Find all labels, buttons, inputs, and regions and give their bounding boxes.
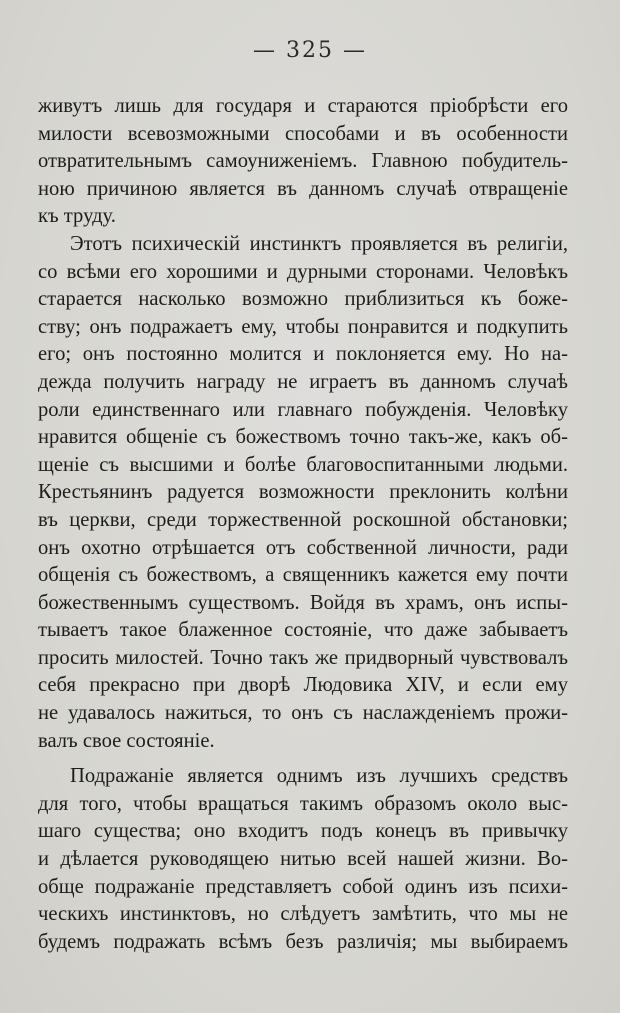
text-line: ству; онъ подражаетъ ему, чтобы понравится и подкупить <box>38 315 568 338</box>
text-line: будемъ подражать всѣмъ безъ различія; мы выбираемъ <box>38 930 568 953</box>
text-line: Крестьянинъ радуется возможности преклонить колѣни <box>38 481 568 504</box>
text-line: себя прекрасно при дворѣ Людовика XIV, и если ему <box>38 674 568 697</box>
paragraph-start-line: Подражаніе является однимъ изъ лучшихъ средствъ <box>70 765 568 788</box>
text-line: къ труду. <box>38 205 116 228</box>
text-line: и дѣлается руководящею нитью всей нашей жизни. Во- <box>38 848 568 871</box>
text-line: щеніе съ высшими и болѣе благовоспитанными людьми. <box>38 453 568 476</box>
paragraph-start-line: Этотъ психическій инстинктъ проявляется въ религіи, <box>70 232 568 255</box>
text-line: старается насколько возможно приблизиться къ боже- <box>38 288 568 311</box>
text-line: его; онъ постоянно молится и поклоняется ему. Но на- <box>38 343 568 366</box>
body-text <box>38 93 568 956</box>
text-line: ческихъ инстинктовъ, но слѣдуетъ замѣтить, что мы не <box>38 903 568 926</box>
text-line: живутъ лишь для государя и стараются пріобрѣсти его <box>38 95 568 117</box>
text-line: нравится общеніе съ божествомъ точно такъ-же, какъ об- <box>38 426 568 449</box>
text-line: божественнымъ существомъ. Войдя въ храмъ, онъ испы- <box>38 591 568 614</box>
text-line: общенія съ божествомъ, а священникъ кажется ему почти <box>38 564 568 587</box>
text-line: просить милостей. Точно такъ же придворный чувствовалъ <box>38 646 568 669</box>
paragraph-gap <box>38 755 568 763</box>
text-line: со всѣми его хорошими и дурными сторонами. Человѣкъ <box>38 260 568 283</box>
text-line: милости всевозможными способами и въ особенности <box>38 122 568 145</box>
text-line: въ церкви, среди торжественной роскошной обстановки; <box>38 508 568 531</box>
text-line: дежда получить награду не играетъ въ данномъ случаѣ <box>38 370 568 393</box>
text-line: валъ свое состояніе. <box>38 729 215 752</box>
text-line: роли единственнаго или главнаго побужденія. Человѣку <box>38 398 568 421</box>
text-line: ною причиною является въ данномъ случаѣ отвращеніе <box>38 177 568 200</box>
text-line: онъ охотно отрѣшается отъ собственной личности, ради <box>38 536 568 559</box>
text-line: для того, чтобы вращаться такимъ образомъ около выс- <box>38 792 568 815</box>
text-line: тываетъ такое блаженное состояніе, что даже забываетъ <box>38 619 568 642</box>
text-line: обще подражаніе представляетъ собой одинъ изъ психи- <box>38 875 568 898</box>
text-line: шаго существа; оно входитъ подъ конецъ въ привычку <box>38 820 568 843</box>
text-line: не удавалось нажиться, то онъ съ наслажденіемъ прожи- <box>38 702 568 725</box>
text-line: отвратительнымъ самоуниженіемъ. Главною побудитель- <box>38 150 568 173</box>
page-number: — 325 — <box>253 38 367 63</box>
